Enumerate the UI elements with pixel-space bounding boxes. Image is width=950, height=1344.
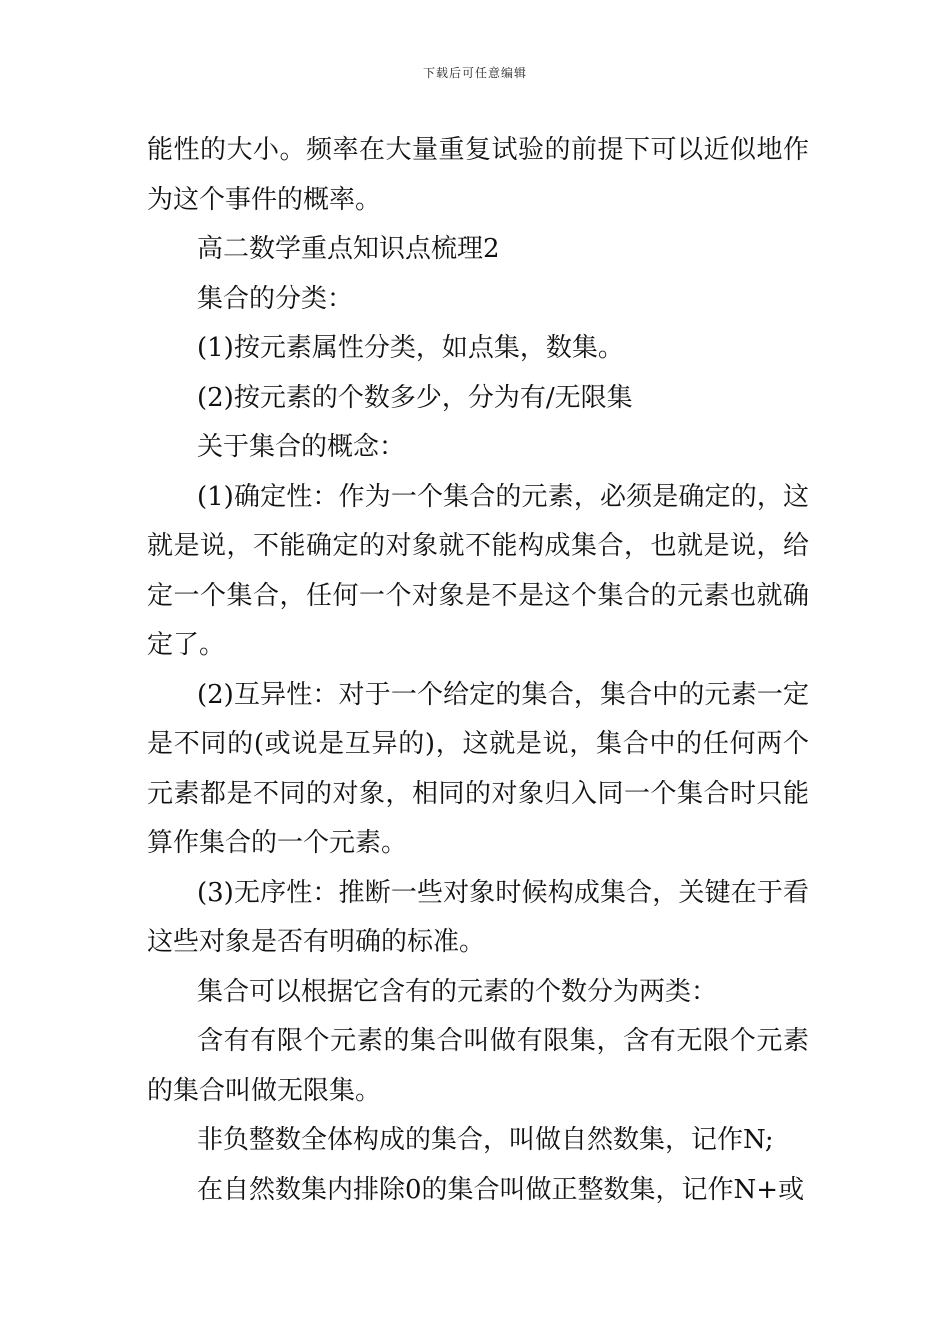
paragraph: 集合的分类： [197, 283, 354, 314]
paragraph: 在自然数集内排除0的集合叫做正整数集，记作N+或 [197, 1174, 805, 1205]
paragraph: 关于集合的概念： [197, 432, 406, 462]
paragraph: 非负整数全体构成的集合，叫做自然数集，记作N; [197, 1125, 774, 1155]
paragraph: (3)无序性：推断一些对象时候构成集合，关键在于看这些对象是否有明确的标准。 [147, 877, 809, 957]
paragraph: (2)互异性：对于一个给定的集合，集合中的元素一定是不同的(或说是互异的)，这就是说，集合中的任何两个元素都是不同的对象，相同的对象归入同一个集合时只能算作集合的一个元素。 [147, 679, 809, 858]
paragraph: 含有有限个元素的集合叫做有限集，含有无限个元素的集合叫做无限集。 [147, 1026, 809, 1106]
paragraph: (1)确定性：作为一个集合的元素，必须是确定的，这就是说，不能确定的对象就不能构成集合，也就是说，给定一个集合，任何一个对象是不是这个集合的元素也就确定了。 [147, 481, 809, 660]
paragraph: (1)按元素属性分类，如点集，数集。 [197, 333, 624, 363]
section-heading: 高二数学重点知识点梳理2 [197, 234, 500, 264]
header-note: 下载后可任意编辑 [422, 66, 527, 80]
document-body [147, 126, 809, 1215]
paragraph: 集合可以根据它含有的元素的个数分为两类： [197, 976, 718, 1007]
paragraph: 能性的大小。频率在大量重复试验的前提下可以近似地作为这个事件的概率。 [147, 135, 809, 215]
paragraph: (2)按元素的个数多少，分为有/无限集 [197, 382, 633, 413]
